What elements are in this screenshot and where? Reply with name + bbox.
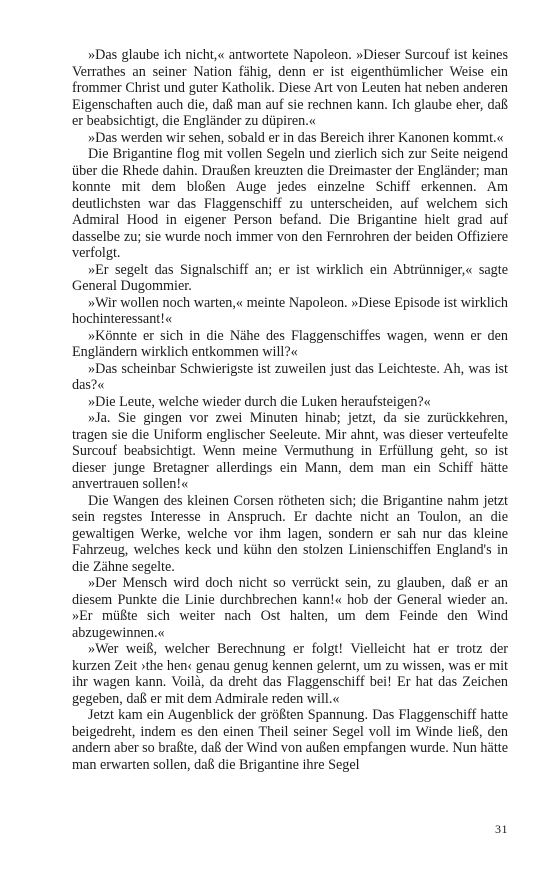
body-text <box>72 47 508 773</box>
paragraph: »Ja. Sie gingen vor zwei Minuten hinab; jetzt, da sie zurückkehren, tragen sie die Uniform englischer Seeleute. Mir ahnt, was dieser verteufelte Surcouf beabsichtigt. Wenn meine Vermuthung in Erfüllung geht, so ist dieser junge Bretagner allerdings ein Mann, dem man ein Schiff hätte anvertrauen sollen!« <box>72 410 508 492</box>
page-number: 31 <box>495 822 508 836</box>
paragraph: Die Wangen des kleinen Corsen rötheten sich; die Brigantine nahm jetzt sein regstes Interesse in Anspruch. Er dachte nicht an Toulon, an die gewaltigen Werke, welche vor ihm lagen, sondern er sah nur das kleine Fahrzeug, welches keck und kühn den stolzen Linienschiffen England's in die Zähne segelte. <box>72 492 508 575</box>
paragraph: Jetzt kam ein Augenblick der größten Spannung. Das Flaggenschiff hatte beigedreht, indem es den einen Theil seiner Segel voll im Winde ließ, den andern aber so braßte, daß der Wind von außen empfangen wurde. Nun hätte man erwarten sollen, daß die Brigantine ihre Segel <box>72 707 508 773</box>
paragraph: »Könnte er sich in die Nähe des Flaggenschiffes wagen, wenn er den Engländern wirklich entkommen will?« <box>72 327 508 360</box>
paragraph: Die Brigantine flog mit vollen Segeln und zierlich sich zur Seite neigend über die Rhede dahin. Draußen kreuzten die Dreimaster der Engländer; man konnte mit dem bloßen Auge jedes einzelne Schiff erkennen. Am deutlichsten war das Flaggenschiff zu unterscheiden, auf welchem sich Admiral Hood in eigener Person befand. Die Brigantine hielt grad auf dasselbe zu; sie wurde noch immer von den Fernrohren der beiden Offiziere verfolgt. <box>72 146 508 261</box>
paragraph: »Die Leute, welche wieder durch die Luken heraufsteigen?« <box>88 393 431 410</box>
paragraph: »Wir wollen noch warten,« meinte Napoleon. »Diese Episode ist wirklich hochinteressant!« <box>72 294 508 327</box>
paragraph: »Das scheinbar Schwierigste ist zuweilen just das Leichteste. Ah, was ist das?« <box>72 360 508 393</box>
paragraph: »Das werden wir sehen, sobald er in das Bereich ihrer Kanonen kommt.« <box>88 129 504 146</box>
paragraph: »Das glaube ich nicht,« antwortete Napoleon. »Dieser Surcouf ist keines Verrathes an seiner Nation fähig, denn er ist eigenthümlicher Weise ein frommer Christ und guter Katholik. Diese Art von Leuten hat neben anderen Eigenschaften auch die, daß man auf sie rechnen kann. Ich glaube eher, daß er beabsichtigt, die Engländer zu düpiren.« <box>72 47 508 129</box>
paragraph: »Er segelt das Signalschiff an; er ist wirklich ein Abtrünniger,« sagte General Dugommier. <box>72 261 508 294</box>
paragraph: »Der Mensch wird doch nicht so verrückt sein, zu glauben, daß er an diesem Punkte die Linie durchbrechen kann!« hob der General wieder an. »Er müßte sich weiter nach Ost halten, um dem Feinde den Wind abzugewinnen.« <box>72 575 508 641</box>
paragraph: »Wer weiß, welcher Berechnung er folgt! Vielleicht hat er trotz der kurzen Zeit ›the hen‹ genau genug kennen gelernt, um zu wissen, was er mit ihr wagen kann. Voilà, da dreht das Flaggenschiff bei! Er hat das Zeichen gegeben, daß er mit dem Admirale reden will.« <box>72 641 508 707</box>
